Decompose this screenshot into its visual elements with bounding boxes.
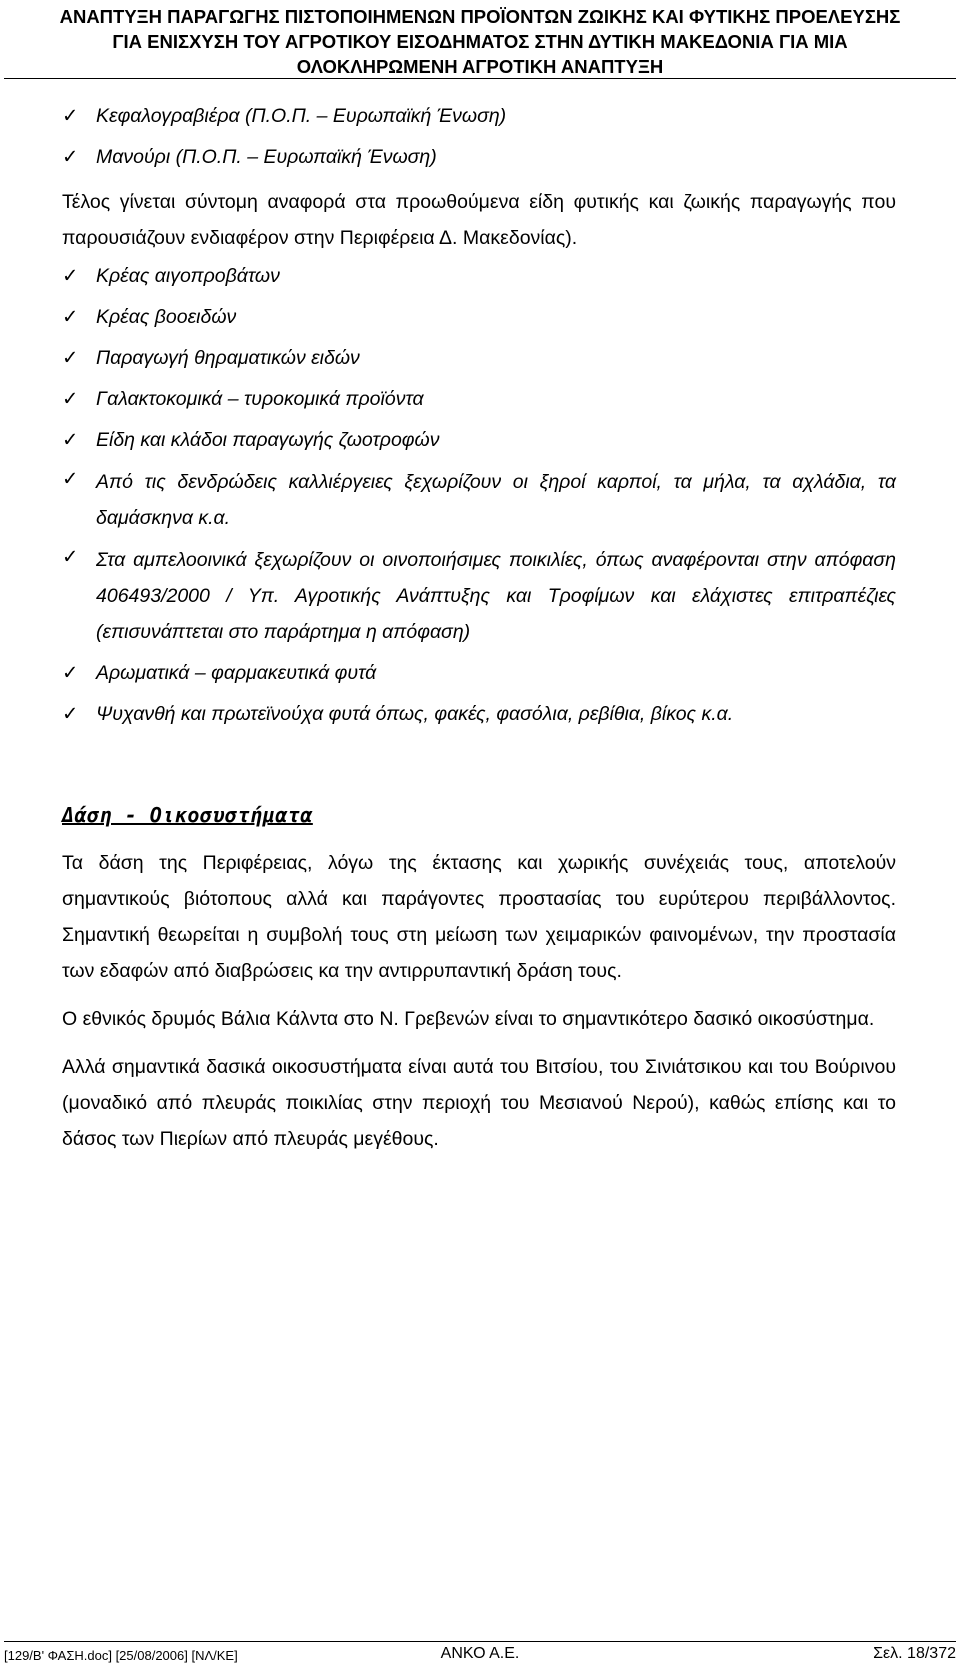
checkmark-icon: ✓	[62, 429, 79, 451]
list-item	[62, 256, 896, 297]
section-heading-forests: Δάση - Οικοσυστήματα	[62, 803, 313, 827]
cheese-products-list	[62, 96, 896, 178]
checkmark-icon: ✓	[62, 306, 79, 328]
list-item-text: Κεφαλογραβιέρα (Π.Ο.Π. – Ευρωπαϊκή Ένωση)	[96, 105, 507, 127]
list-item-text: Είδη και κλάδοι παραγωγής ζωοτροφών	[96, 429, 440, 451]
list-item	[62, 96, 896, 137]
checkmark-icon: ✓	[62, 265, 79, 287]
checkmark-icon: ✓	[62, 347, 79, 369]
header-divider	[4, 78, 956, 79]
list-item	[62, 379, 896, 420]
header-title-line-1: ΑΝΑΠΤΥΞΗ ΠΑΡΑΓΩΓΗΣ ΠΙΣΤΟΠΟΙΗΜΕΝΩΝ ΠΡΟΪΟΝΤΩΝ ΖΩΙΚΗΣ ΚΑΙ ΦΥΤΙΚΗΣ ΠΡΟΕΛΕΥΣΗΣ	[59, 6, 901, 27]
footer-page-number: Σελ. 18/372	[873, 1645, 956, 1662]
footer-divider	[4, 1641, 956, 1642]
list-item-text: Αρωματικά – φαρμακευτικά φυτά	[96, 662, 377, 684]
list-item-text: Παραγωγή θηραματικών ειδών	[96, 347, 360, 369]
forests-paragraph-3: Αλλά σημαντικά δασικά οικοσυστήματα είναι αυτά του Βιτσίου, του Σινιάτσικου και του Βούρινου (μοναδικό από πλευράς ποικιλίας στην περιοχή του Μεσιανού Νερού), καθώς επίσης και το δάσος των Πιερίων από πλευράς μεγέθους.	[62, 1056, 896, 1150]
document-body	[62, 96, 896, 1157]
list-item-text: Γαλακτοκομικά – τυροκομικά προϊόντα	[96, 388, 424, 410]
intro-paragraph: Τέλος γίνεται σύντομη αναφορά στα προωθούμενα είδη φυτικής και ζωικής παραγωγής που παρουσιάζουν ενδιαφέρον στην Περιφέρεια Δ. Μακεδονίας).	[62, 191, 896, 249]
list-item-text: Κρέας αιγοπροβάτων	[96, 265, 280, 287]
list-item	[62, 653, 896, 694]
list-item	[62, 338, 896, 379]
checkmark-icon: ✓	[62, 662, 79, 684]
list-item	[62, 461, 896, 539]
checkmark-icon: ✓	[62, 105, 79, 127]
forests-paragraph-1: Τα δάση της Περιφέρειας, λόγω της έκτασης και χωρικής συνέχειάς τους, αποτελούν σημαντικούς βιότοπους αλλά και παράγοντες προστασίας του ευρύτερου περιβάλλοντος. Σημαντική θεωρείται η συμβολή τους στη μείωση των χειμαρικών φαινομένων, την προστασία των εδαφών από διαβρώσεις κα την αντιρρυπαντική δράση τους.	[62, 852, 896, 982]
list-item	[62, 297, 896, 338]
list-item-text: Ψυχανθή και πρωτεϊνούχα φυτά όπως, φακές, φασόλια, ρεβίθια, βίκος κ.α.	[96, 703, 734, 725]
header-title-line-3: ΟΛΟΚΛΗΡΩΜΕΝΗ ΑΓΡΟΤΙΚΗ ΑΝΑΠΤΥΞΗ	[296, 56, 664, 77]
footer-file-info: [129/Β' ΦΑΣΗ.doc] [25/08/2006] [ΝΛ/ΚΕ]	[4, 1648, 238, 1663]
list-item	[62, 137, 896, 178]
document-header	[0, 4, 960, 79]
checkmark-icon: ✓	[62, 388, 79, 410]
list-item-text: Κρέας βοοειδών	[96, 306, 237, 328]
list-item	[62, 694, 896, 735]
checkmark-icon: ✓	[62, 146, 79, 168]
checkmark-icon: ✓	[62, 703, 79, 725]
forests-paragraph-2: Ο εθνικός δρυμός Βάλια Κάλντα στο Ν. Γρεβενών είναι το σημαντικότερο δασικό οικοσύστημα.	[62, 1008, 875, 1030]
list-item	[62, 420, 896, 461]
list-item-text: Στα αμπελοοινικά ξεχωρίζουν οι οινοποιήσιμες ποικιλίες, όπως αναφέρονται στην απόφαση 406493/2000 / Υπ. Αγροτικής Ανάπτυξης και Τροφίμων και ελάχιστες επιτραπέζιες (επισυνάπτεται στο παράρτημα η απόφαση)	[96, 549, 896, 643]
list-item-text: Από τις δενδρώδεις καλλιέργειες ξεχωρίζουν οι ξηροί καρποί, τα μήλα, τα αχλάδια, τα δαμάσκηνα κ.α.	[96, 471, 896, 529]
list-item	[62, 539, 896, 653]
promoted-products-list	[62, 256, 896, 735]
checkmark-icon: ✓	[62, 468, 79, 490]
header-title-line-2: ΓΙΑ ΕΝΙΣΧΥΣΗ ΤΟΥ ΑΓΡΟΤΙΚΟΥ ΕΙΣΟΔΗΜΑΤΟΣ ΣΤΗΝ ΔΥΤΙΚΗ ΜΑΚΕΔΟΝΙΑ ΓΙΑ ΜΙΑ	[112, 31, 848, 52]
footer-company: ΑΝΚΟ Α.Ε.	[440, 1645, 520, 1662]
checkmark-icon: ✓	[62, 546, 79, 568]
list-item-text: Μανούρι (Π.Ο.Π. – Ευρωπαϊκή Ένωση)	[96, 146, 437, 168]
document-footer	[4, 1645, 956, 1667]
